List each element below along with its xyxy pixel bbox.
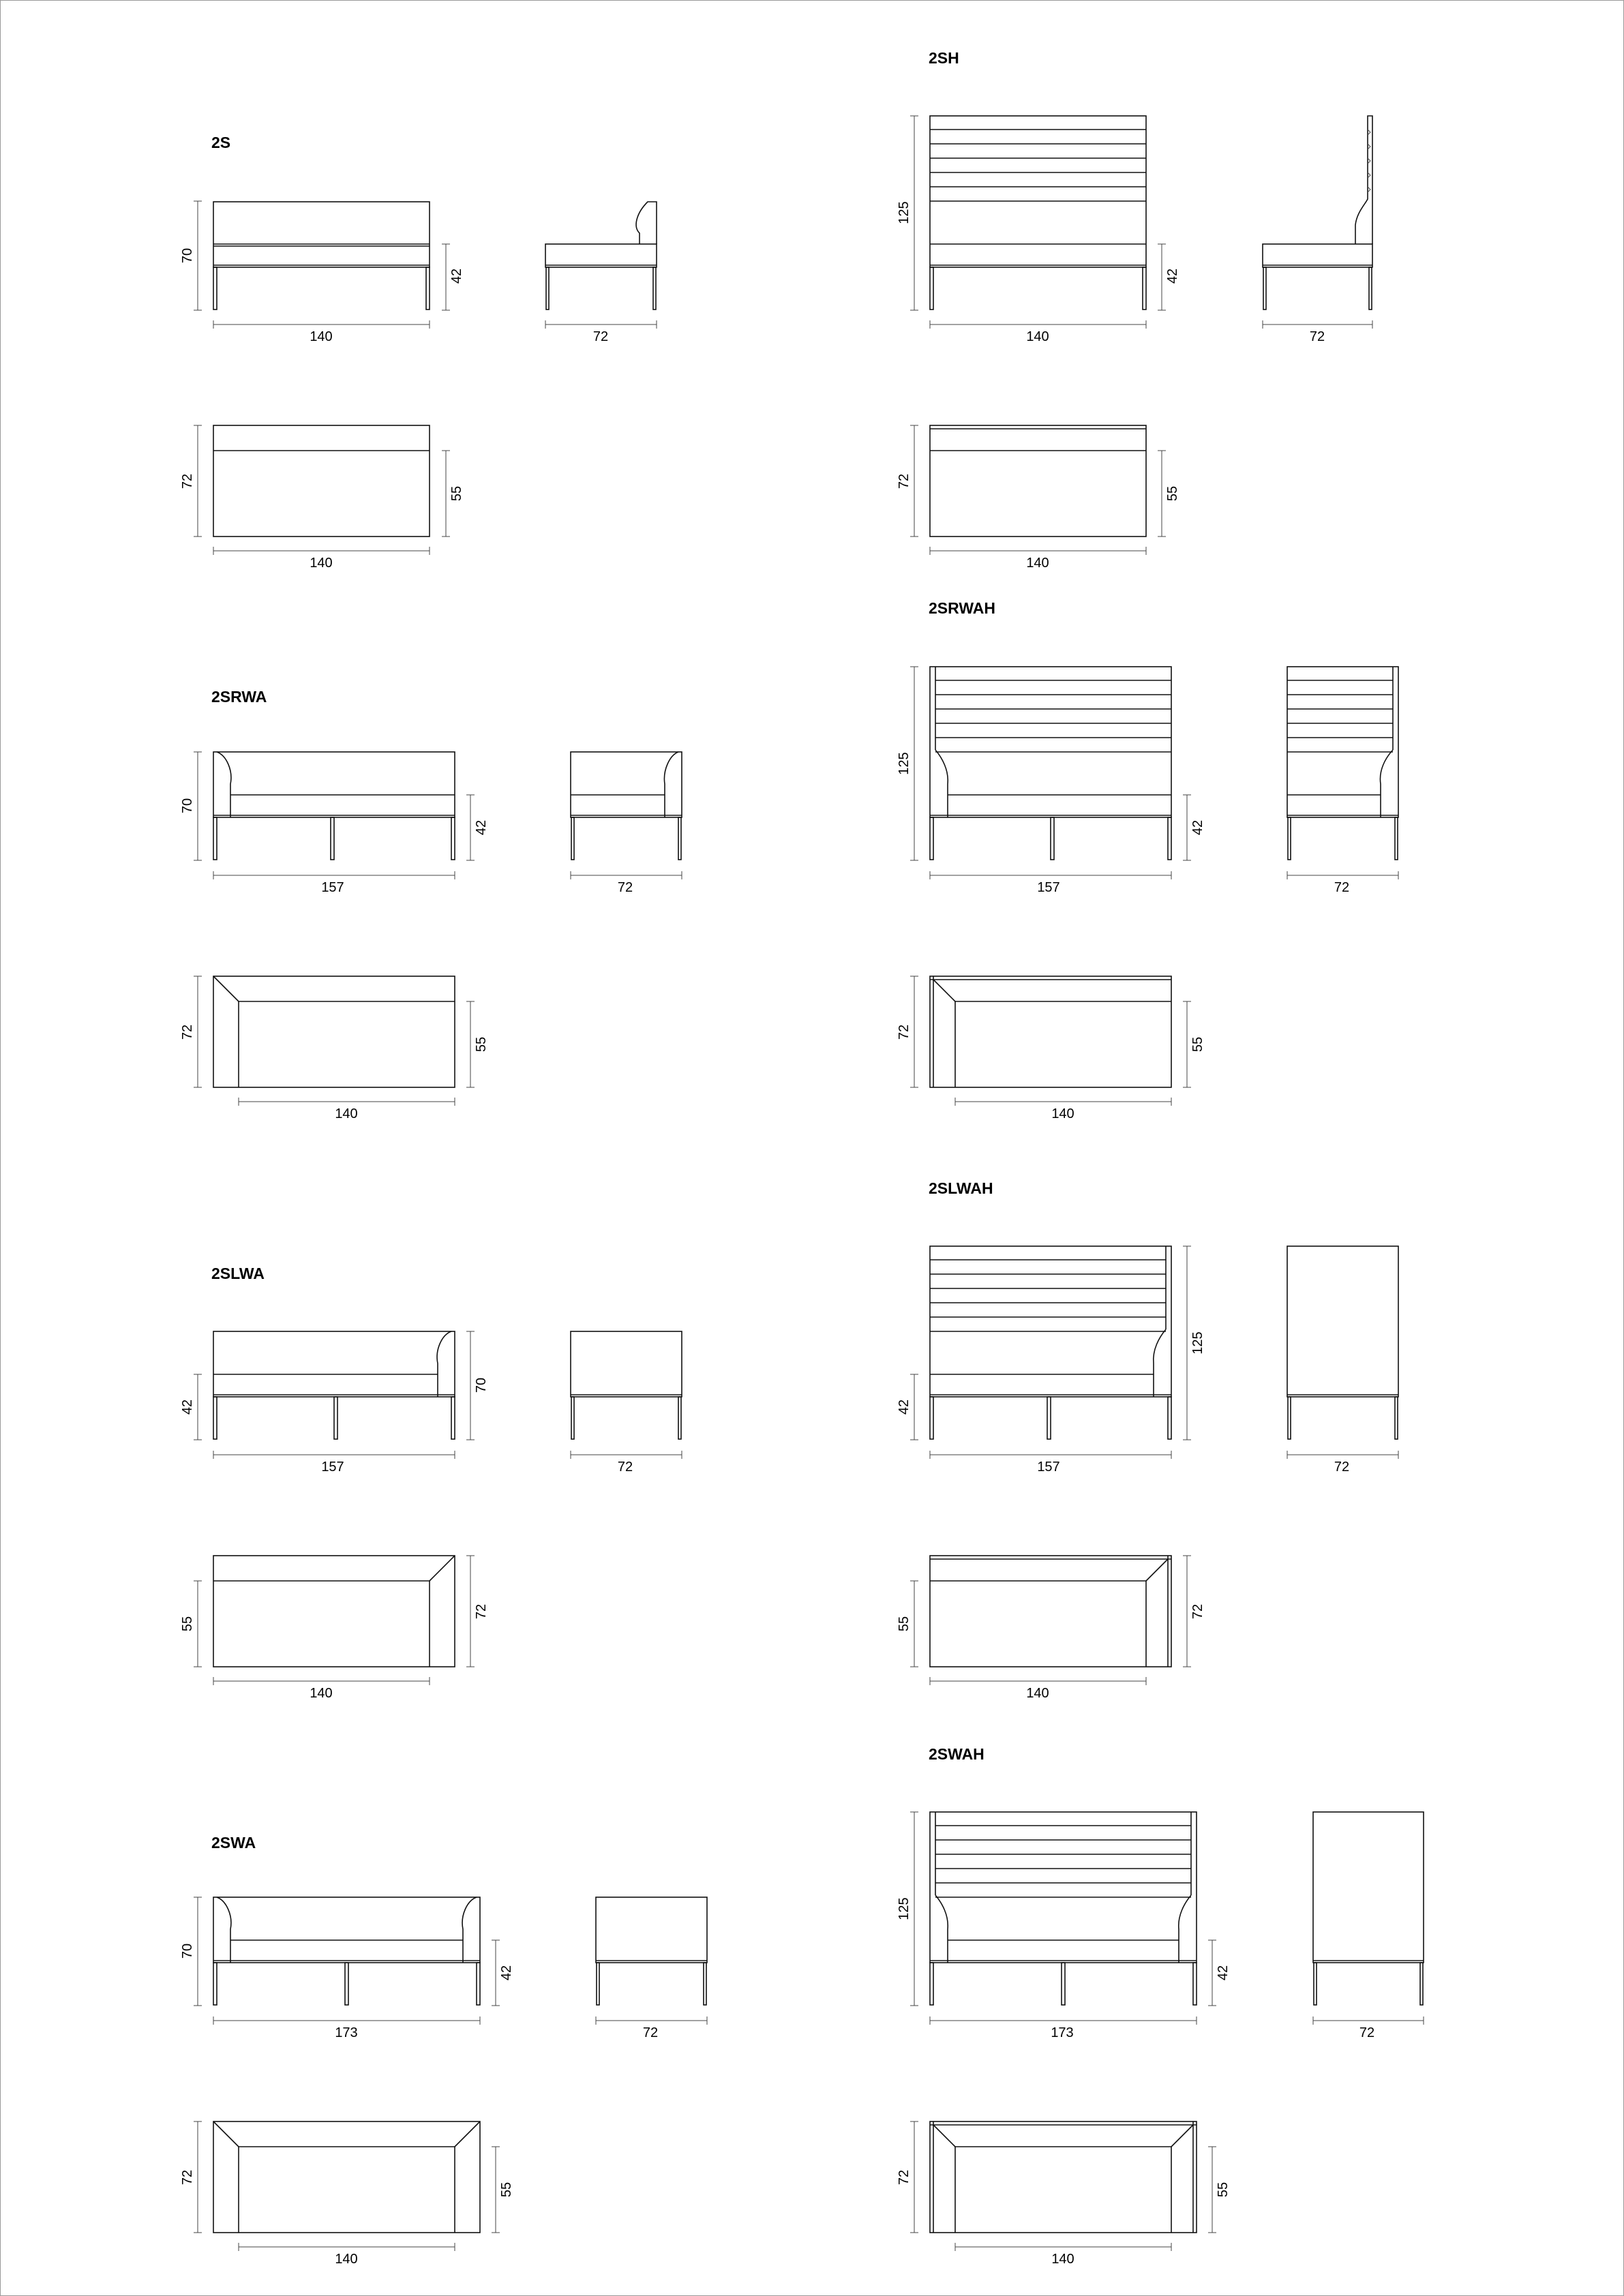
dimension-label: 157 [1037, 880, 1060, 895]
dimension-label: 42 [1216, 1965, 1231, 1981]
dimension-label: 72 [180, 473, 195, 489]
dimension-label: 173 [335, 2025, 358, 2040]
front-view [213, 1897, 480, 2005]
dimension-width [213, 320, 430, 344]
dimension-seat-height [1158, 244, 1180, 310]
side-view [1313, 1812, 1424, 2040]
dimension-label: 55 [897, 1616, 912, 1632]
top-view [897, 2121, 1231, 2267]
dimension-width [930, 2016, 1197, 2040]
dimension-height [180, 201, 202, 310]
dimension-label: 125 [897, 1897, 912, 1920]
dimension-label: 72 [617, 880, 633, 895]
dimension-label: 55 [1190, 1036, 1205, 1053]
dimension-label: 55 [474, 1036, 489, 1053]
dimension-width [930, 871, 1171, 895]
front-view [930, 116, 1146, 309]
dimension-seat-height [1183, 795, 1205, 860]
front-view [213, 752, 455, 860]
dimension-label: 140 [1026, 1686, 1049, 1701]
front-view [213, 1331, 455, 1439]
dimension-label: 42 [180, 1399, 195, 1415]
dimension-label: 42 [1190, 819, 1205, 836]
dimension-label: 72 [592, 329, 609, 344]
dimension-label: 70 [180, 1943, 195, 1959]
side-view [1287, 1246, 1398, 1475]
model-2slwah [897, 1179, 1398, 1701]
front-view [930, 1812, 1197, 2005]
front-view [213, 202, 430, 309]
dimension-width [213, 2016, 480, 2040]
model-2s [180, 134, 657, 571]
model-title: 2SLWAH [929, 1179, 993, 1197]
dimension-label: 55 [180, 1616, 195, 1632]
dimension-label: 72 [1359, 2025, 1375, 2040]
dimension-height [180, 1897, 202, 2006]
dimension-label: 125 [897, 201, 912, 224]
dimension-label: 70 [474, 1377, 489, 1393]
dimension-seat-height [466, 795, 489, 860]
dimension-label: 55 [449, 485, 464, 502]
dimension-height [1183, 1246, 1205, 1440]
top-view [180, 425, 464, 571]
top-view [897, 1556, 1205, 1701]
dimension-label: 42 [499, 1965, 514, 1981]
dimension-label: 140 [310, 556, 333, 571]
dimension-label: 55 [1165, 485, 1180, 502]
model-title: 2SH [929, 49, 959, 67]
dimension-width [213, 871, 455, 895]
dimension-height [897, 667, 918, 860]
dimension-label: 125 [1190, 1331, 1205, 1355]
top-view [180, 976, 489, 1121]
dimension-height [897, 1812, 918, 2006]
dimension-label: 140 [1051, 1106, 1074, 1121]
dimension-label: 157 [321, 1460, 344, 1475]
dimension-label: 72 [1190, 1603, 1205, 1620]
dimension-height [466, 1331, 489, 1440]
side-view [596, 1897, 707, 2040]
dimension-label: 157 [1037, 1460, 1060, 1475]
dimension-label: 72 [897, 473, 912, 489]
dimension-height [180, 752, 202, 860]
dimension-label: 70 [180, 798, 195, 814]
dimension-label: 140 [1026, 329, 1049, 344]
dimension-label: 72 [1334, 880, 1350, 895]
dimension-height [897, 116, 918, 310]
dimension-width [930, 1451, 1171, 1475]
side-view [1263, 116, 1372, 344]
model-title: 2SLWA [211, 1265, 265, 1282]
side-view [545, 202, 657, 344]
dimension-label: 140 [1026, 556, 1049, 571]
dimension-label: 140 [335, 1106, 358, 1121]
dimension-seat-height [442, 244, 464, 310]
dimension-label: 140 [335, 2252, 358, 2267]
top-view [180, 2121, 514, 2267]
model-2swah [897, 1745, 1424, 2267]
dimension-label: 72 [897, 2169, 912, 2186]
dimension-label: 55 [1216, 2181, 1231, 2198]
model-title: 2SWAH [929, 1745, 984, 1763]
side-view [1287, 667, 1398, 895]
dimension-label: 42 [1165, 268, 1180, 284]
top-view [897, 976, 1205, 1121]
side-view [571, 1331, 682, 1475]
model-2srwah [897, 599, 1398, 1121]
dimension-seat-height [492, 1940, 514, 2006]
dimension-label: 55 [499, 2181, 514, 2198]
dimension-label: 42 [449, 268, 464, 284]
dimension-label: 72 [474, 1603, 489, 1620]
dimension-label: 72 [180, 2169, 195, 2186]
model-title: 2SRWA [211, 688, 267, 706]
dimension-label: 42 [474, 819, 489, 836]
model-title: 2SWA [211, 1834, 256, 1852]
front-view [930, 667, 1171, 860]
model-title: 2S [211, 134, 231, 151]
top-view [180, 1556, 489, 1701]
dimension-seat-height [180, 1374, 202, 1440]
dimension-label: 70 [180, 247, 195, 264]
dimension-seat-height [897, 1374, 918, 1440]
side-view [571, 752, 682, 895]
top-view [897, 425, 1180, 571]
model-2slwa [180, 1265, 682, 1701]
dimension-label: 72 [1309, 329, 1325, 344]
dimension-label: 72 [180, 1024, 195, 1040]
dimension-label: 72 [1334, 1460, 1350, 1475]
dimension-label: 72 [642, 2025, 659, 2040]
dimension-label: 42 [897, 1399, 912, 1415]
dimension-width [930, 320, 1146, 344]
dimension-label: 72 [617, 1460, 633, 1475]
dimension-label: 72 [897, 1024, 912, 1040]
dimension-label: 125 [897, 752, 912, 775]
front-view [930, 1246, 1171, 1439]
model-2srwa [180, 688, 682, 1121]
model-2sh [897, 49, 1372, 571]
dimension-label: 140 [310, 1686, 333, 1701]
dimension-seat-height [1208, 1940, 1231, 2006]
dimension-label: 140 [310, 329, 333, 344]
dimension-width [213, 1451, 455, 1475]
model-title: 2SRWAH [929, 599, 995, 617]
dimension-label: 173 [1051, 2025, 1074, 2040]
dimension-label: 140 [1051, 2252, 1074, 2267]
dimension-label: 157 [321, 880, 344, 895]
model-2swa [180, 1834, 707, 2267]
